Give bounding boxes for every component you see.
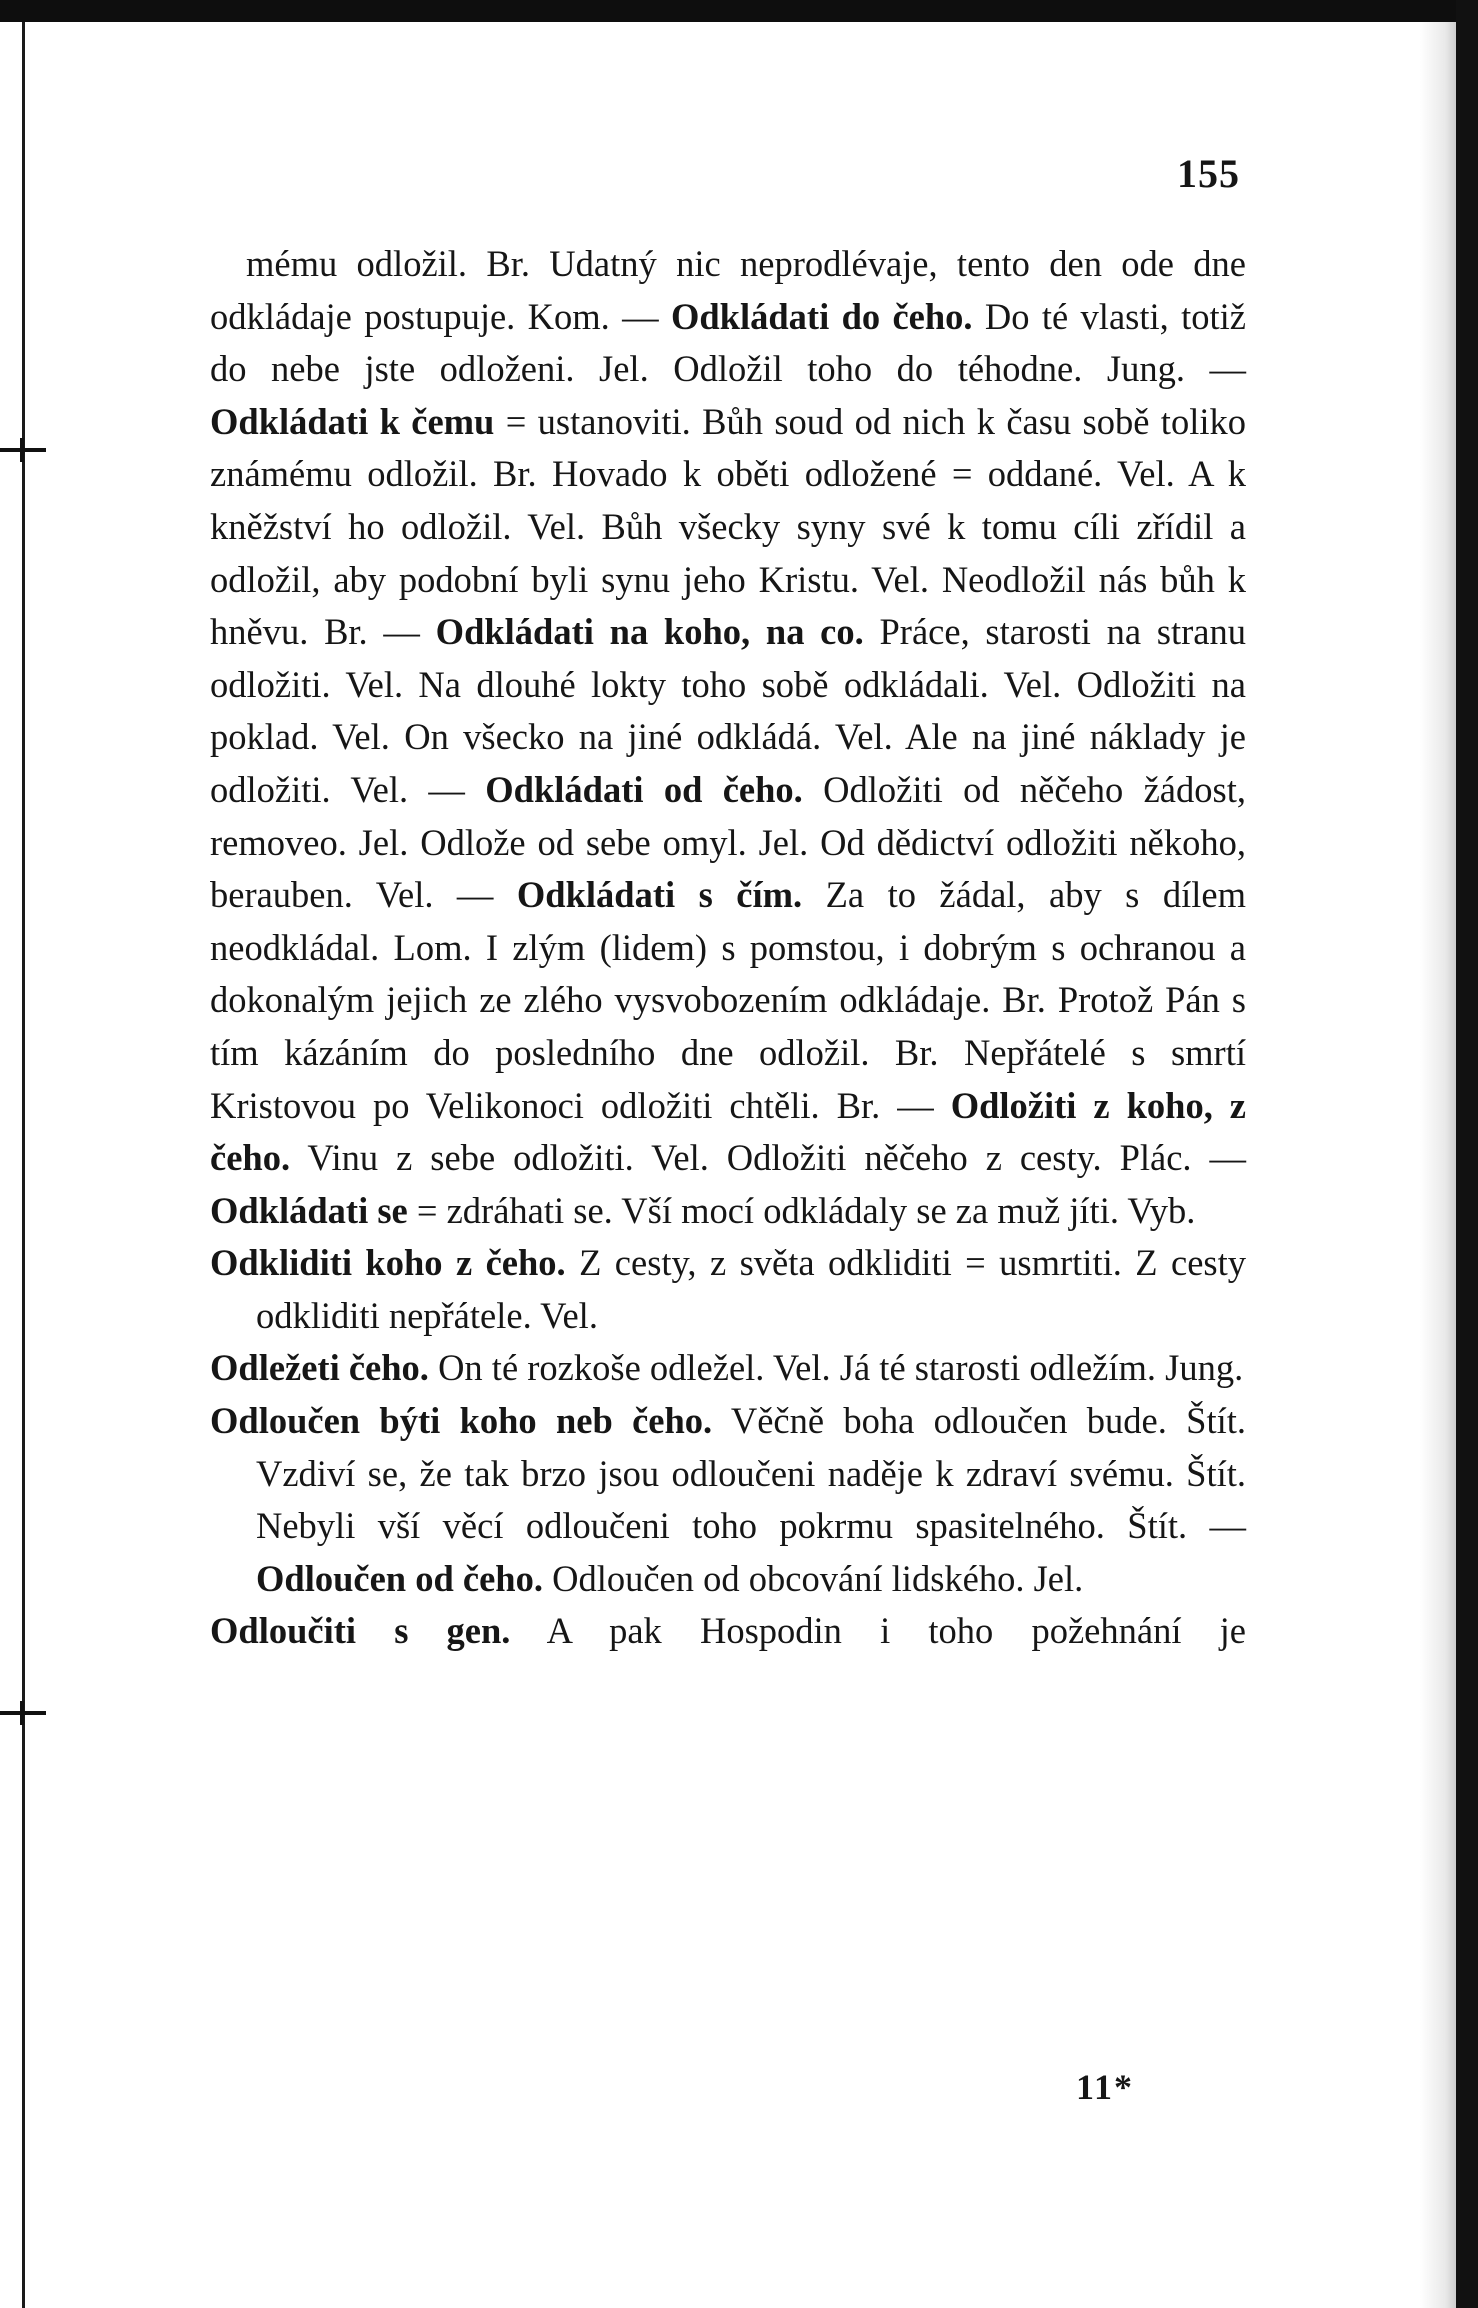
- headword-phrase: Odkládati na koho, na co.: [435, 611, 864, 653]
- scan-border-left: [22, 22, 25, 2308]
- headword-phrase: Odkládati se: [210, 1189, 408, 1231]
- entry-text: Práce, starosti na stranu odložiti. Vel. Na dlouhé lokty toho sobě odkládali. Vel. Odložiti na poklad. Vel. On všecko na jiné odkládá. Vel. Ale na jiné náklady je odložiti. Vel. —: [210, 611, 1246, 810]
- entry-text: = zdráhati se. Vší mocí odkládaly se za muž jíti. Vyb.: [407, 1189, 1196, 1231]
- headword-phrase: Odležeti čeho.: [210, 1347, 429, 1389]
- scan-margin-mark: [0, 1711, 46, 1715]
- entry-text: Vinu z sebe odložiti. Vel. Odložiti něčeho z cesty. Plác. —: [290, 1137, 1246, 1179]
- entry-continuation: [210, 238, 1246, 1237]
- dictionary-entry: [210, 1237, 1246, 1342]
- scan-margin-mark: [0, 448, 46, 452]
- dictionary-entry: [210, 1605, 1246, 1658]
- entry-text: On té rozkoše odležel. Vel. Já té starosti odležím. Jung.: [428, 1347, 1244, 1389]
- dictionary-entry: [210, 1395, 1246, 1605]
- dictionary-text-body: [210, 238, 1246, 1658]
- entry-text: A pak Hospodin i toho požehnání je: [510, 1610, 1246, 1652]
- entry-text: Z cesty, z světa odkliditi = usmrtiti. Z cesty odkliditi nepřátele. Vel.: [256, 1242, 1246, 1336]
- headword-phrase: Odložiti z koho, z čeho.: [210, 1084, 1246, 1179]
- entry-text: Věčně boha odloučen bude. Štít. Vzdiví se, že tak brzo jsou odloučeni naděje k zdraví svému. Štít. Nebyli vší věcí odloučeni toho pokrmu spasitelného. Štít. —: [256, 1400, 1247, 1547]
- headword-phrase: Odkliditi koho z čeho.: [210, 1242, 566, 1284]
- headword-phrase: Odkládati do čeho.: [670, 295, 973, 337]
- entry-text: Odloučen od obcování lidského. Jel.: [542, 1557, 1084, 1599]
- headword-phrase: Odkládati od čeho.: [485, 768, 803, 810]
- headword-phrase: Odkládati s čím.: [516, 874, 803, 916]
- entry-text: = ustanoviti. Bůh soud od nich k času sobě toliko známému odložil. Br. Hovado k oběti odložené = oddané. Vel. A k kněžství ho odložil. Vel. Bůh všecky syny své k tomu cíli zřídil a odložil, aby podobní byli synu jeho Kristu. Vel. Neodložil nás bůh k hněvu. Br. —: [210, 400, 1246, 653]
- page-number: 155: [1177, 151, 1240, 196]
- entry-text: mému odložil. Br. Udatný nic neprodlévaje, tento den ode dne odkládaje postupuje. Kom. —: [210, 243, 1246, 337]
- printer-signature-mark: 11*: [1076, 2067, 1135, 2107]
- entry-text: Do té vlasti, totiž do nebe jste odloženi. Jel. Odložil toho do téhodne. Jung. —: [210, 295, 1246, 390]
- headword-phrase: Odloučiti s gen.: [210, 1610, 511, 1652]
- headword-phrase: Odkládati k čemu: [210, 400, 495, 442]
- dictionary-entry: [210, 1342, 1246, 1395]
- scan-border-top: [0, 0, 1478, 22]
- scan-border-right: [1456, 0, 1478, 2308]
- entry-text: Odložiti od něčeho žádost, removeo. Jel. Odlože od sebe omyl. Jel. Od dědictví odložiti někoho, berauben. Vel. —: [210, 768, 1246, 916]
- entry-text: Za to žádal, aby s dílem neodkládal. Lom. I zlým (lidem) s pomstou, i dobrým s ochranou a dokonalým jejich ze zlého vysvobozením odkládaje. Br. Protož Pán s tím kázáním do posledního dne odložil. Br. Nepřátelé s smrtí Kristovou po Velikonoci odložiti chtěli. Br. —: [210, 874, 1246, 1126]
- headword-phrase: Odloučen od čeho.: [256, 1557, 543, 1599]
- headword-phrase: Odloučen býti koho neb čeho.: [210, 1400, 713, 1442]
- page-edge-shadow: [1420, 22, 1456, 2308]
